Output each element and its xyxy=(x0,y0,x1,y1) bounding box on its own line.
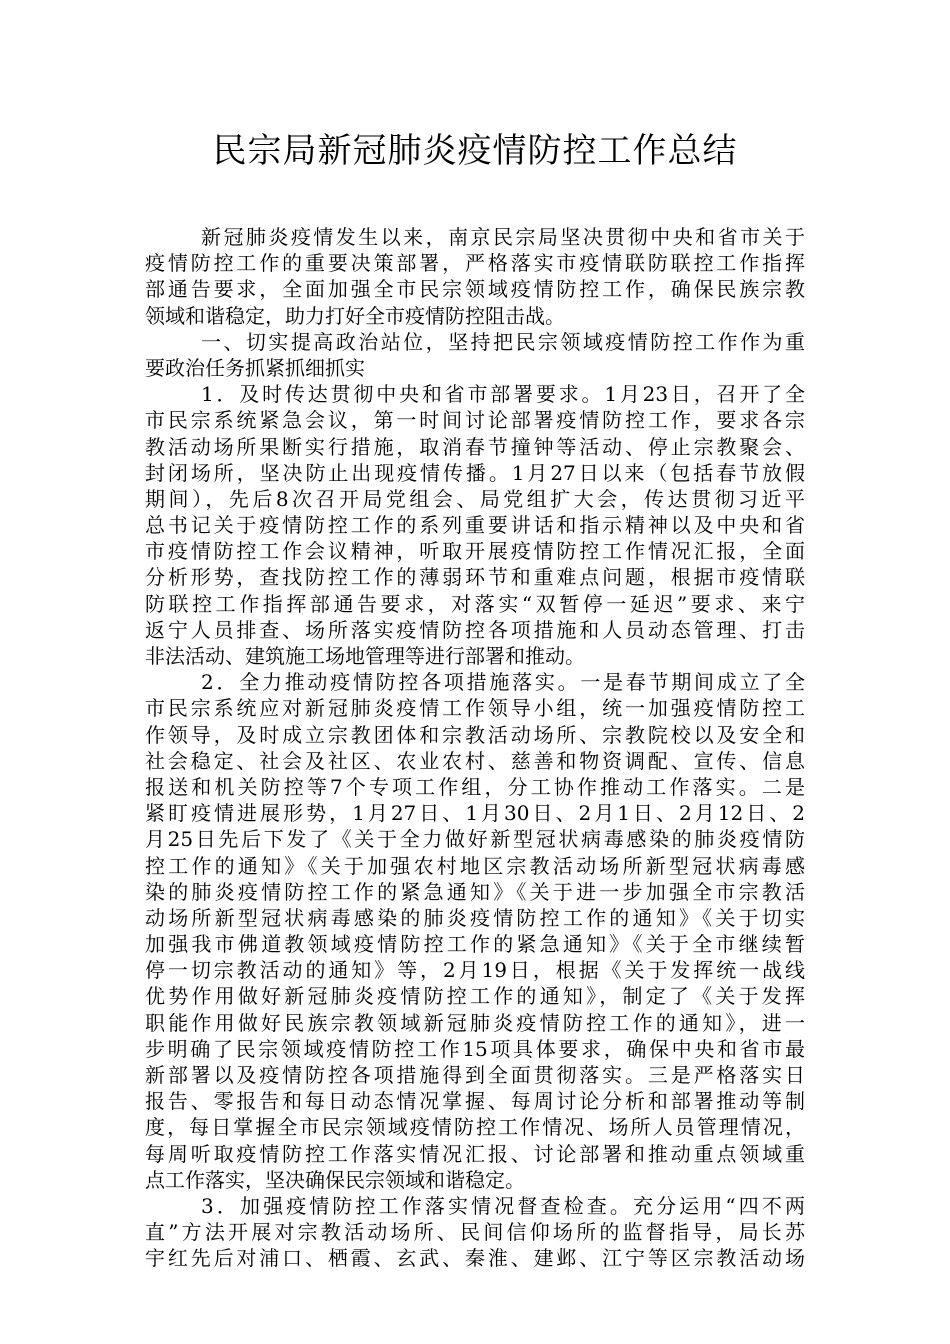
document-title: 民宗局新冠肺炎疫情防控工作总结 xyxy=(212,131,738,171)
paragraph-line: 领域和谐稳定，助力打好全市疫情防控阻击战。 xyxy=(145,303,565,328)
paragraph-line: 新冠肺炎疫情发生以来，南京民宗局坚决贯彻中央和省市关于 xyxy=(201,225,805,249)
paragraph-line: 作领导，及时成立宗教团体和宗教活动场所、宗教院校以及安全和 xyxy=(145,722,805,747)
paragraph-line: 动场所新型冠状病毒感染的肺炎疫情防控工作的通知》《关于切实 xyxy=(145,905,805,930)
paragraph-line: 返宁人员排查、场所落实疫情防控各项措施和人员动态管理、打击 xyxy=(145,617,805,642)
paragraph-line: 点工作落实，坚决确保民宗领域和谐稳定。 xyxy=(145,1167,525,1192)
paragraph-line: 每周听取疫情防控工作落实情况汇报、讨论部署和推动重点领域重 xyxy=(145,1141,805,1166)
document-body xyxy=(145,224,805,1272)
paragraph-line: 新部署以及疫情防控各项措施得到全面贯彻落实。三是严格落实日 xyxy=(145,1063,805,1087)
paragraph-line: 社会稳定、社会及社区、农业农村、慈善和物资调配、宣传、信息 xyxy=(145,748,805,773)
paragraph-line: 非法活动、建筑施工场地管理等进行部署和推动。 xyxy=(145,644,585,668)
paragraph-line: 优势作用做好新冠肺炎疫情防控工作的通知》，制定了《关于发挥 xyxy=(145,984,805,1009)
paragraph-line: 疫情防控工作的重要决策部署，严格落实市疫情联防联控工作指挥 xyxy=(145,251,805,276)
paragraph-line: 报告、零报告和每日动态情况掌握、每周讨论分析和部署推动等制 xyxy=(145,1089,805,1114)
paragraph-line: 防联控工作指挥部通告要求，对落实“双暂停一延迟”要求、来宁 xyxy=(145,591,805,616)
paragraph-line: 停一切宗教活动的通知》等，2月19日，根据《关于发挥统一战线 xyxy=(145,958,805,983)
paragraph-line: 职能作用做好民族宗教领域新冠肺炎疫情防控工作的通知》，进一 xyxy=(145,1010,805,1035)
paragraph-line: 2．全力推动疫情防控各项措施落实。一是春节期间成立了全 xyxy=(201,670,805,695)
paragraph-line: 直”方法开展对宗教活动场所、民间信仰场所的监督指导，局长苏 xyxy=(145,1220,805,1245)
paragraph-line: 期间），先后8次召开局党组会、局党组扩大会，传达贯彻习近平 xyxy=(145,486,805,511)
paragraph-line: 步明确了民宗领域疫情防控工作15项具体要求，确保中央和省市最 xyxy=(145,1036,805,1061)
paragraph-line: 市民宗系统应对新冠肺炎疫情工作领导小组，统一加强疫情防控工 xyxy=(145,696,805,721)
paragraph-line: 市疫情防控工作会议精神，听取开展疫情防控工作情况汇报，全面 xyxy=(145,539,805,564)
paragraph-line: 市民宗系统紧急会议，第一时间讨论部署疫情防控工作，要求各宗 xyxy=(145,408,805,433)
paragraph-line: 报送和机关防控等7个专项工作组，分工协作推动工作落实。二是 xyxy=(145,774,805,799)
paragraph-line: 度，每日掌握全市民宗领域疫情防控工作情况、场所人员管理情况， xyxy=(145,1115,805,1140)
paragraph-line: 部通告要求，全面加强全市民宗领域疫情防控工作，确保民族宗教 xyxy=(145,277,805,302)
paragraph-line: 控工作的通知》《关于加强农村地区宗教活动场所新型冠状病毒感 xyxy=(145,853,805,878)
paragraph-line: 宇红先后对浦口、栖霞、玄武、秦淮、建邺、江宁等区宗教活动场 xyxy=(145,1246,805,1271)
paragraph-line: 总书记关于疫情防控工作的系列重要讲话和指示精神以及中央和省 xyxy=(145,513,805,538)
paragraph-line: 染的肺炎疫情防控工作的紧急通知》《关于进一步加强全市宗教活 xyxy=(145,879,805,904)
section-heading-line: 要政治任务抓紧抓细抓实 xyxy=(145,355,365,380)
paragraph-line: 月25日先后下发了《关于全力做好新型冠状病毒感染的肺炎疫情防 xyxy=(145,827,805,852)
paragraph-line: 加强我市佛道教领域疫情防控工作的紧急通知》《关于全市继续暂 xyxy=(145,932,805,957)
paragraph-line: 分析形势，查找防控工作的薄弱环节和重难点问题，根据市疫情联 xyxy=(145,565,805,590)
paragraph-line: 教活动场所果断实行措施，取消春节撞钟等活动、停止宗教聚会、 xyxy=(145,434,805,459)
paragraph-line: 紧盯疫情进展形势，1月27日、1月30日、2月1日、2月12日、2 xyxy=(145,801,805,826)
section-heading-line: 一、切实提高政治站位，坚持把民宗领域疫情防控工作作为重 xyxy=(201,329,805,354)
paragraph-line: 封闭场所，坚决防止出现疫情传播。1月27日以来（包括春节放假 xyxy=(145,460,805,485)
paragraph-line: 1．及时传达贯彻中央和省市部署要求。1月23日，召开了全 xyxy=(201,382,805,407)
paragraph-line: 3．加强疫情防控工作落实情况督查检查。充分运用“四不两 xyxy=(201,1193,805,1218)
